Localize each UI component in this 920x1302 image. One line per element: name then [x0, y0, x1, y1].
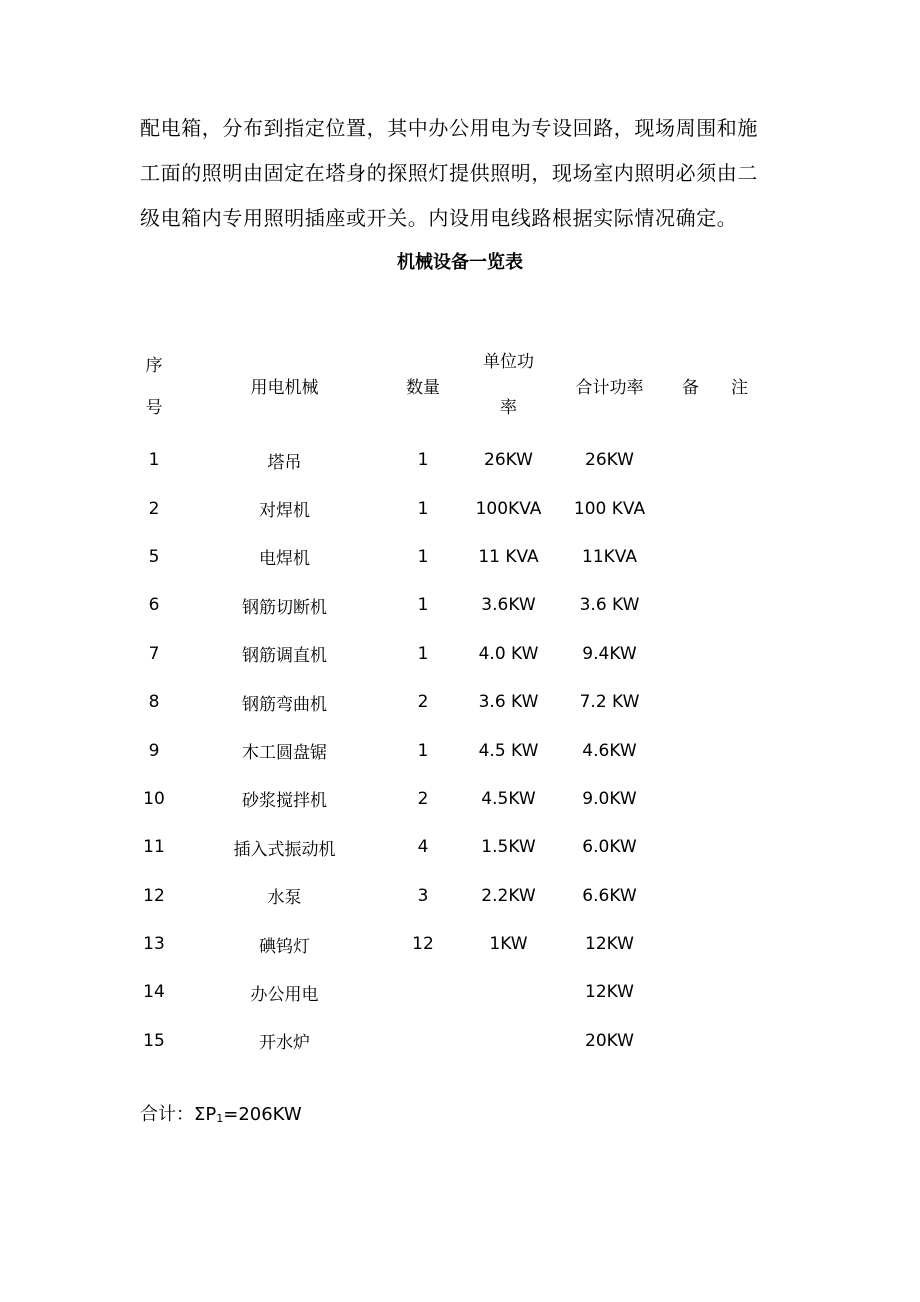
cell-machine: 水泵 [267, 888, 302, 909]
cell-unit-power: 1.5KW [481, 837, 536, 858]
cell-unit-power: 4.0 KW [478, 643, 539, 664]
cell-unit-power: 3.6 KW [478, 692, 539, 713]
cell-quantity: 1 [417, 450, 429, 471]
table-header [125, 334, 780, 436]
cell-no: 2 [148, 498, 160, 519]
cell-total-power: 4.6KW [582, 740, 637, 761]
paragraph-line-3: 级电箱内专用照明插座或开关。内设用电线路根据实际情况确定。 [140, 206, 738, 230]
cell-no: 11 [143, 837, 165, 858]
cell-note [662, 630, 780, 678]
table-row [125, 872, 780, 920]
table-row [125, 968, 780, 1016]
cell-machine: 碘钨灯 [259, 936, 310, 957]
cell-quantity: 4 [417, 837, 429, 858]
cell-quantity: 1 [417, 546, 429, 567]
table-row [125, 533, 780, 581]
cell-note [662, 968, 780, 1016]
cell-note [662, 726, 780, 774]
table-row [125, 581, 780, 629]
header-note-label: 备注 [682, 377, 780, 398]
paragraph-line-2: 工面的照明由固定在塔身的探照灯提供照明，现场室内照明必须由二 [140, 161, 758, 185]
cell-quantity: 12 [412, 934, 434, 955]
equipment-table [125, 334, 780, 1065]
table-row [125, 436, 780, 484]
table-title: 机械设备一览表 [397, 252, 523, 273]
cell-unit-power [460, 968, 557, 1016]
header-total-power: 合计功率 [575, 377, 644, 398]
cell-no: 8 [148, 692, 160, 713]
cell-total-power: 9.4KW [582, 643, 637, 664]
cell-machine: 木工圆盘锯 [242, 743, 327, 764]
header-no-line-2: 号 [145, 398, 163, 418]
cell-no: 13 [143, 934, 165, 955]
cell-quantity: 1 [417, 595, 429, 616]
total-value: =206KW [223, 1104, 302, 1125]
cell-total-power: 3.6 KW [579, 595, 640, 616]
header-row [125, 334, 780, 436]
cell-note [662, 872, 780, 920]
cell-machine: 砂浆搅拌机 [242, 791, 327, 812]
cell-note [662, 823, 780, 871]
cell-unit-power: 26KW [484, 450, 533, 471]
cell-machine: 电焊机 [259, 549, 310, 570]
cell-no: 5 [148, 546, 160, 567]
total-subscript: 1 [216, 1112, 224, 1125]
cell-no: 14 [143, 982, 165, 1003]
header-unit-power-line-2: 率 [500, 398, 517, 418]
table-row [125, 775, 780, 823]
cell-machine: 开水炉 [259, 1033, 310, 1054]
cell-no: 15 [143, 1030, 165, 1051]
cell-note [662, 436, 780, 484]
cell-unit-power: 3.6KW [481, 595, 536, 616]
cell-machine: 插入式振动机 [233, 839, 336, 860]
header-unit-power-line-1: 单位功 [483, 352, 534, 372]
cell-total-power: 26KW [585, 450, 634, 471]
cell-note [662, 484, 780, 532]
cell-total-power: 20KW [585, 1030, 634, 1051]
cell-no: 9 [148, 740, 160, 761]
cell-machine: 办公用电 [250, 984, 319, 1005]
cell-quantity: 1 [417, 740, 429, 761]
table-row [125, 1017, 780, 1065]
cell-total-power: 6.6KW [582, 885, 637, 906]
cell-note [662, 775, 780, 823]
paragraph-line-1: 配电箱，分布到指定位置，其中办公用电为专设回路，现场周围和施 [140, 116, 758, 140]
body-paragraph [140, 106, 785, 241]
table-row [125, 920, 780, 968]
table-body [125, 436, 780, 1065]
cell-total-power: 12KW [585, 982, 634, 1003]
cell-machine: 钢筋弯曲机 [242, 694, 327, 715]
cell-total-power: 7.2 KW [579, 692, 640, 713]
cell-quantity: 1 [417, 643, 429, 664]
cell-quantity [386, 1017, 460, 1065]
table-row [125, 678, 780, 726]
cell-unit-power: 100KVA [475, 498, 542, 519]
cell-note [662, 533, 780, 581]
cell-unit-power: 4.5 KW [478, 740, 539, 761]
cell-no: 6 [148, 595, 160, 616]
cell-quantity: 2 [417, 788, 429, 809]
cell-quantity: 3 [417, 885, 429, 906]
total-power-summary [140, 1100, 302, 1134]
cell-quantity: 1 [417, 498, 429, 519]
header-note [662, 334, 780, 436]
cell-machine: 钢筋调直机 [242, 646, 327, 667]
cell-no: 12 [143, 885, 165, 906]
table-row [125, 630, 780, 678]
cell-unit-power [460, 1017, 557, 1065]
cell-total-power: 6.0KW [582, 837, 637, 858]
cell-unit-power: 1KW [489, 934, 528, 955]
cell-no: 7 [148, 643, 160, 664]
cell-note [662, 1017, 780, 1065]
header-unit-power [460, 334, 557, 436]
cell-no: 1 [148, 450, 160, 471]
cell-quantity [386, 968, 460, 1016]
table-row [125, 823, 780, 871]
cell-note [662, 678, 780, 726]
cell-unit-power: 11 KVA [478, 546, 539, 567]
cell-unit-power: 2.2KW [481, 885, 536, 906]
cell-machine: 塔吊 [267, 452, 302, 473]
cell-total-power: 12KW [585, 934, 634, 955]
cell-total-power: 11KVA [582, 546, 637, 567]
header-no-line-1: 序 [145, 356, 163, 376]
cell-unit-power: 4.5KW [481, 788, 536, 809]
cell-machine: 钢筋切断机 [242, 597, 327, 618]
cell-total-power: 9.0KW [582, 788, 637, 809]
table-row [125, 726, 780, 774]
cell-quantity: 2 [417, 692, 429, 713]
table-row [125, 484, 780, 532]
header-machine: 用电机械 [250, 377, 319, 398]
cell-total-power: 100 KVA [573, 498, 646, 519]
cell-note [662, 920, 780, 968]
total-prefix: 合计：ΣP [140, 1104, 217, 1125]
header-no [125, 334, 183, 436]
cell-note [662, 581, 780, 629]
cell-no: 10 [143, 788, 165, 809]
cell-machine: 对焊机 [259, 501, 310, 522]
header-quantity: 数量 [406, 377, 440, 398]
